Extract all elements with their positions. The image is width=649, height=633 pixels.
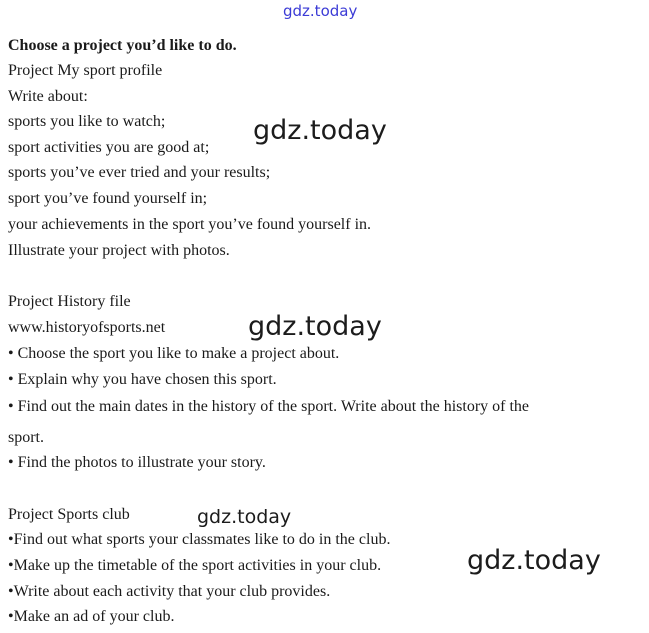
project3-item: •Find out what sports your classmates like to do in the club.: [8, 531, 391, 548]
project2-item: • Explain why you have chosen this sport.: [8, 371, 277, 388]
project2-item: sport.: [8, 429, 44, 446]
watermark-right: gdz.today: [467, 545, 601, 576]
project2-title: Project History file: [8, 293, 131, 310]
watermark-top: gdz.today: [283, 2, 358, 20]
project1-item: your achievements in the sport you’ve found yourself in.: [8, 216, 372, 233]
project1-intro: Write about:: [8, 88, 88, 105]
project3-item: •Make an ad of your club.: [8, 608, 175, 625]
watermark-middle: gdz.today: [253, 115, 387, 146]
project1-item: sports you’ve ever tried and your results;: [8, 164, 271, 181]
watermark-small: gdz.today: [197, 506, 292, 528]
project2-item: • Find the photos to illustrate your story.: [8, 454, 266, 471]
project3-item: •Write about each activity that your club provides.: [8, 583, 331, 600]
project1-title: Project My sport profile: [8, 62, 163, 79]
project3-title: Project Sports club: [8, 506, 130, 523]
project1-item: Illustrate your project with photos.: [8, 242, 230, 259]
project1-item: sports you like to watch;: [8, 113, 166, 130]
project2-item: • Find out the main dates in the history of the sport. Write about the history of the: [8, 398, 530, 415]
project2-item: • Choose the sport you like to make a project about.: [8, 345, 340, 362]
project3-item: •Make up the timetable of the sport activities in your club.: [8, 557, 382, 574]
project1-item: sport you’ve found yourself in;: [8, 190, 208, 207]
project1-item: sport activities you are good at;: [8, 139, 210, 156]
page-heading: Choose a project you’d like to do.: [8, 37, 237, 54]
watermark-middle: gdz.today: [248, 311, 382, 342]
project2-url: www.historyofsports.net: [8, 319, 166, 336]
